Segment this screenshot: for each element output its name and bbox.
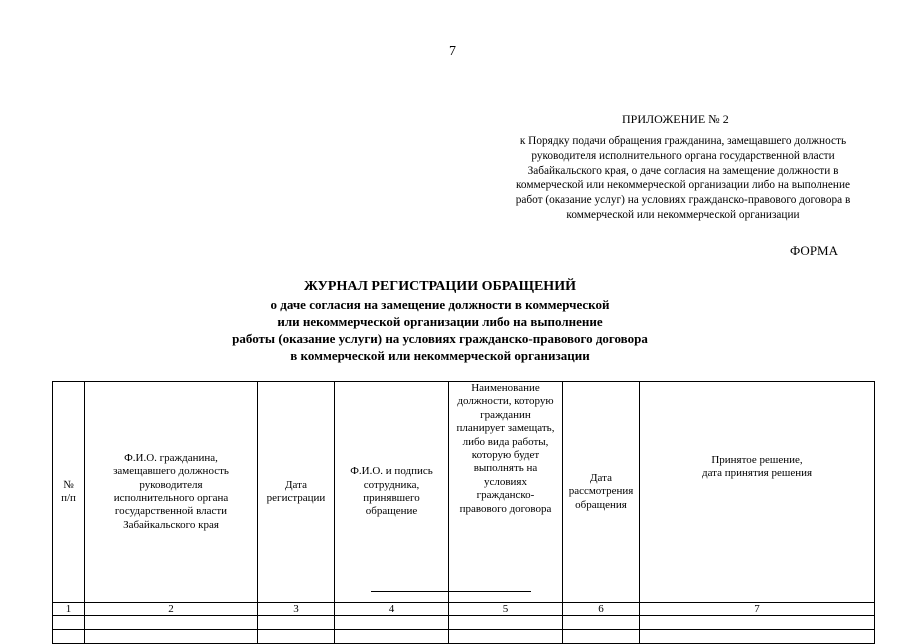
journal-title: ЖУРНАЛ РЕГИСТРАЦИИ ОБРАЩЕНИЙ [304,279,576,294]
column-number-cell: 2 [85,603,258,616]
table-cell [258,616,335,630]
column-number-cell: 5 [449,603,563,616]
journal-subtitle-line: о даче согласия на замещение должности в коммерческой [270,297,610,312]
column-number-cell: 7 [640,603,875,616]
footer-rule [371,591,531,592]
col-employee-header: Ф.И.О. и подпись сотрудника, принявшего обращение [335,382,449,603]
table-cell [85,630,258,644]
appendix-line: руководителя исполнительного органа государственной власти [531,149,835,162]
col-name-header: Ф.И.О. гражданина, замещавшего должность руководителя исполнительного органа государственной власти Забайкальского края [85,382,258,603]
table-header-row [53,382,875,603]
appendix-line: работ (оказание услуг) на условиях гражданско-правового договора в [515,194,851,207]
table-cell [449,630,563,644]
journal-subtitle-line: или некоммерческой организации либо на выполнение [277,314,603,329]
table-cell [563,616,640,630]
column-number-cell: 6 [563,603,640,616]
column-number-cell: 3 [258,603,335,616]
col-decision-header: Принятое решение, дата принятия решения [640,382,875,603]
table-cell [335,616,449,630]
table-cell [563,630,640,644]
table-cell [449,616,563,630]
appendix-line: к Порядку подачи обращения гражданина, замещавшего должность [519,135,847,147]
page-number: 7 [449,44,456,59]
table-cell [53,630,85,644]
table-cell [640,630,875,644]
table-cell [85,616,258,630]
table-cell [53,616,85,630]
table-cell [335,630,449,644]
appendix-text [482,134,884,223]
table-cell [640,616,875,630]
table-row [53,616,875,630]
form-label: ФОРМА [790,243,838,258]
col-position-header: Наименование должности, которую гражданин планирует замещать, либо вида работы, которую будет выполнять на условиях гражданско- правового договора [449,382,563,603]
journal-title-block [120,278,760,364]
table-row [53,630,875,644]
journal-subtitle-line: работы (оказание услуги) на условиях гражданско-правового договора [232,331,648,346]
column-number-cell: 4 [335,603,449,616]
col-reg-date-header: Дата регистрации [258,382,335,603]
column-number-row [53,603,875,616]
col-number-header: № п/п [53,382,85,603]
registration-table [52,381,875,644]
appendix-line: коммерческой или некоммерческой организации [566,208,800,221]
appendix-line: коммерческой или некоммерческой организации либо на выполнение [515,179,851,192]
table-cell [258,630,335,644]
col-review-date-header: Дата рассмотрения обращения [563,382,640,603]
appendix-line: Забайкальского края, о даче согласия на замещение должности в [527,164,839,177]
column-number-cell: 1 [53,603,85,616]
journal-subtitle-line: в коммерческой или некоммерческой организации [290,348,590,363]
appendix-title: ПРИЛОЖЕНИЕ № 2 [622,112,729,126]
